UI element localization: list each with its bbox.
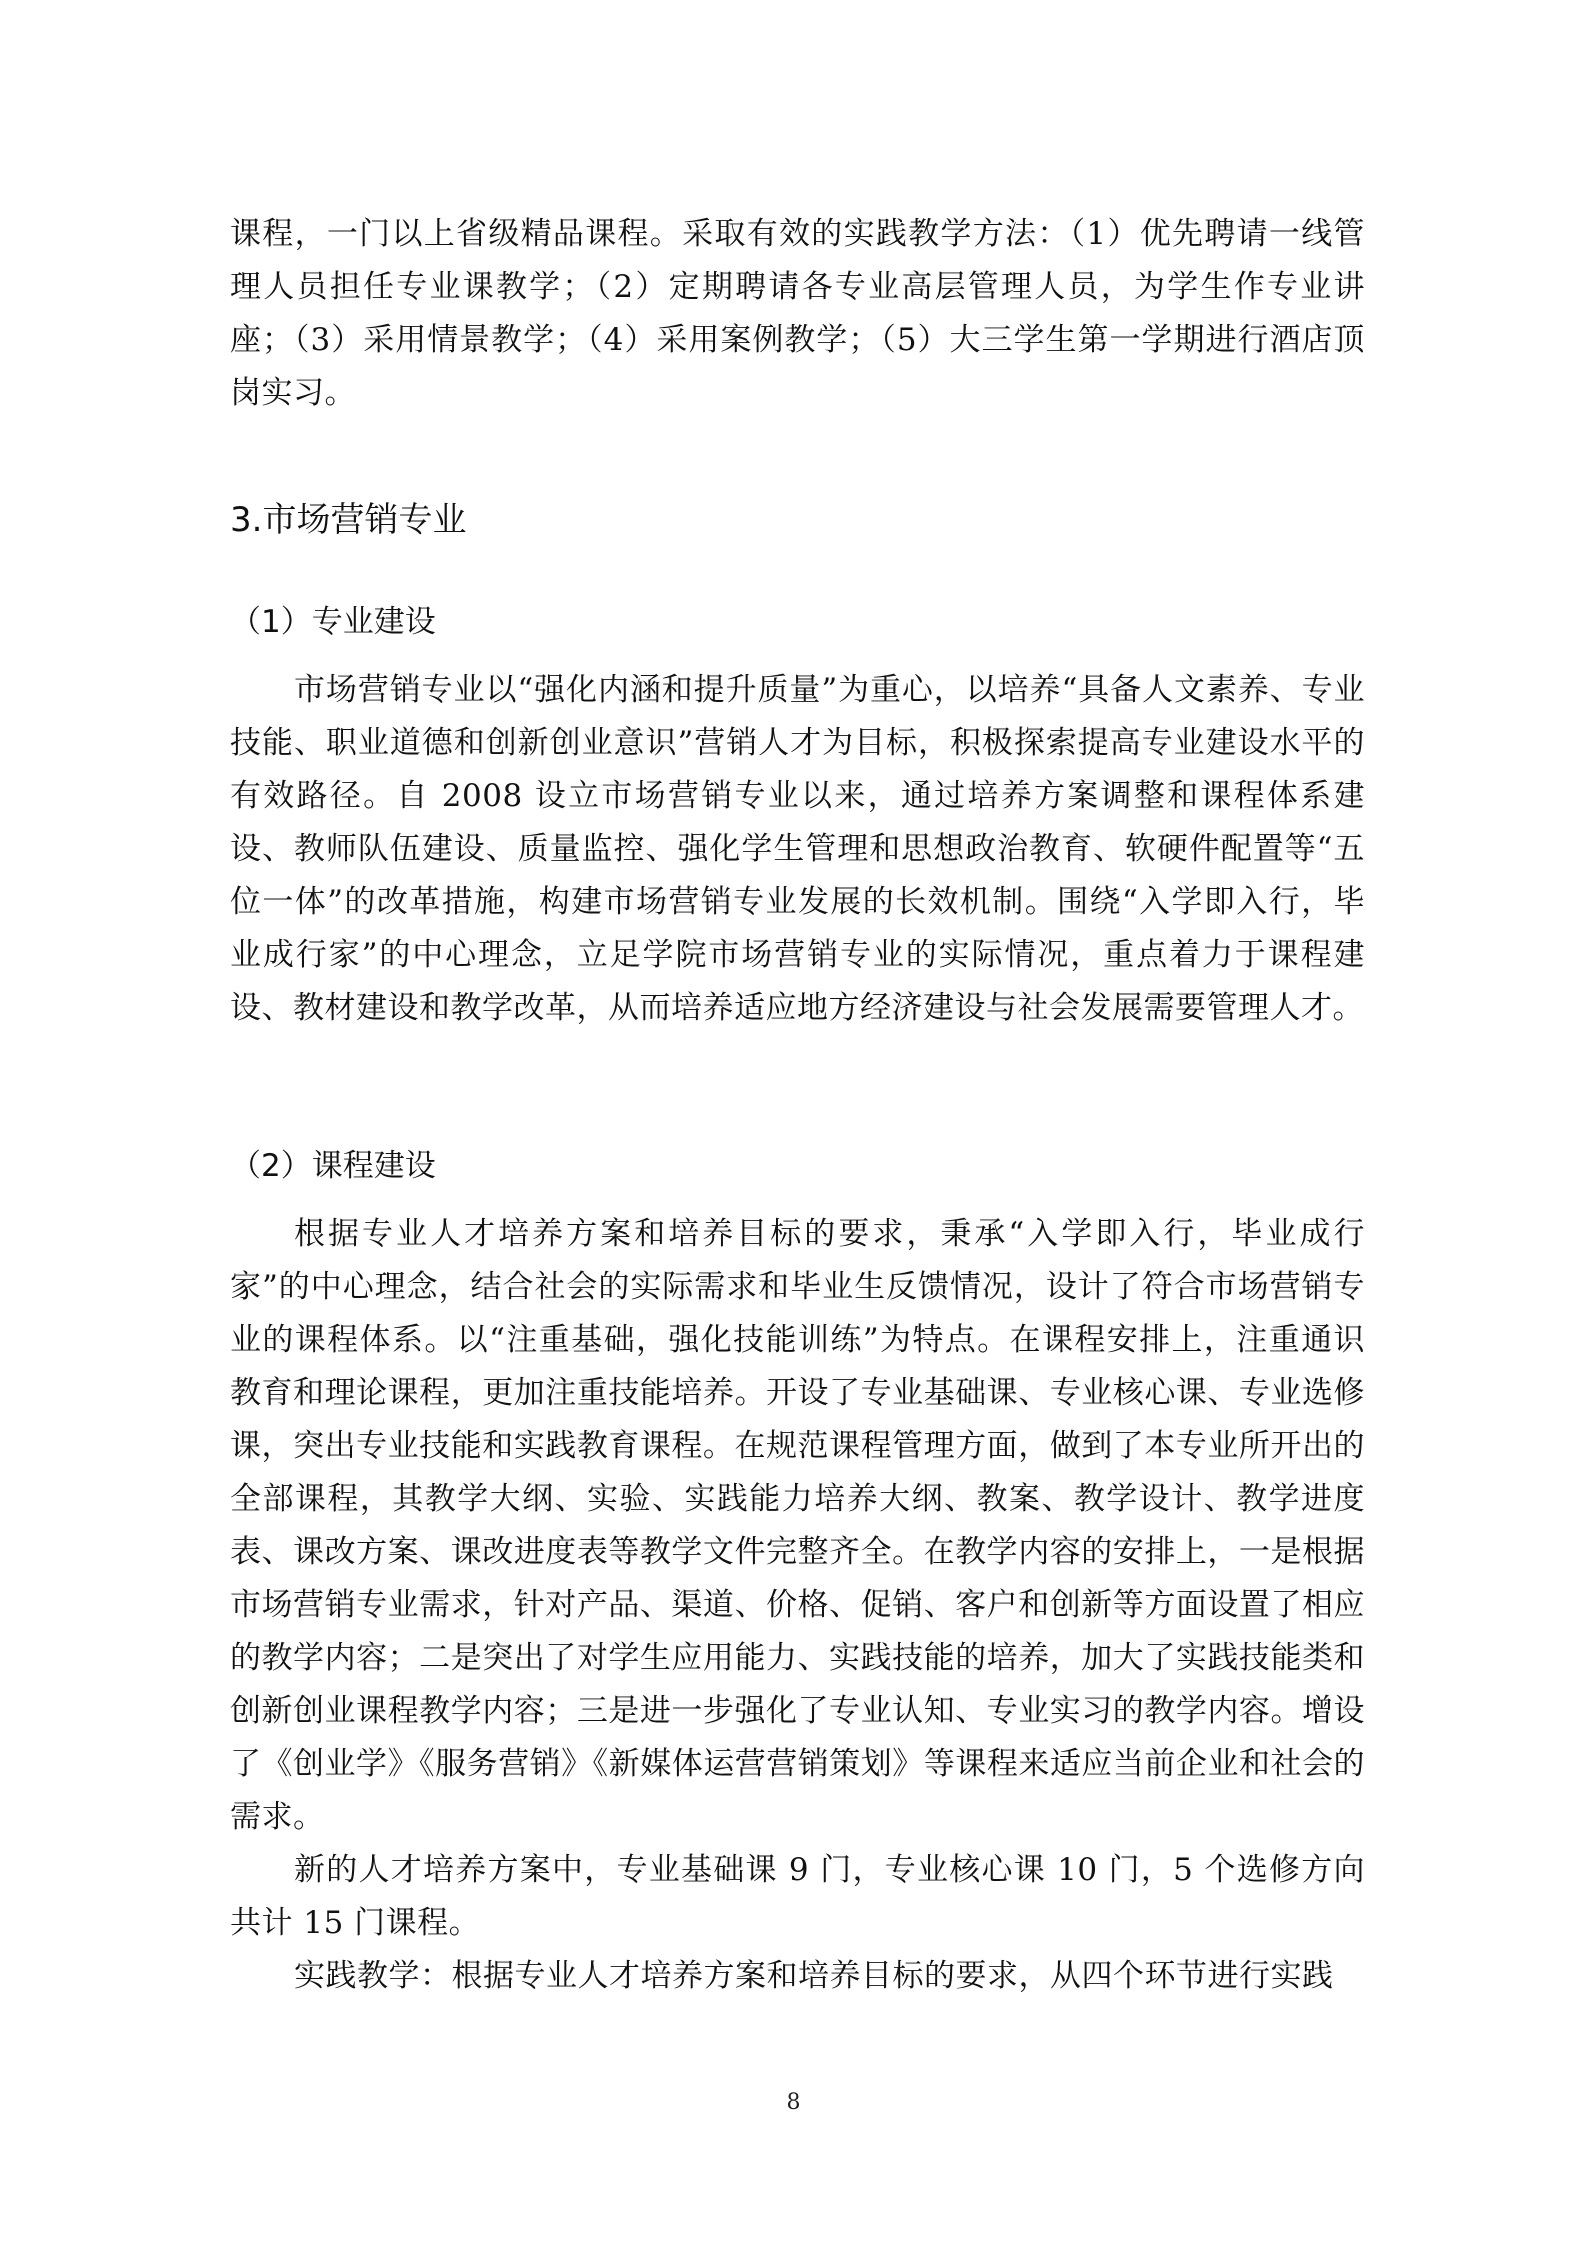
paragraph-practice-teaching: 实践教学：根据专业人才培养方案和培养目标的要求，从四个环节进行实践	[294, 1958, 1334, 1994]
paragraph-training-plan: 新的人才培养方案中，专业基础课 9 门，专业核心课 10 门，5 个选修方向共计 15 门课程。	[230, 1852, 1365, 1941]
subsection-heading-2: （2）课程建设	[230, 1148, 436, 1184]
subsection-heading-1: （1）专业建设	[230, 604, 436, 640]
continuation-paragraph: 课程，一门以上省级精品课程。采取有效的实践教学方法：（1）优先聘请一线管理人员担任专业课教学；（2）定期聘请各专业高层管理人员，为学生作专业讲座；（3）采用情景教学；（4）采用案例教学；（5）大三学生第一学期进行酒店顶岗实习。	[230, 216, 1365, 411]
section-heading: 3.市场营销专业	[230, 500, 467, 540]
paragraph-professional-construction: 市场营销专业以“强化内涵和提升质量”为重心，以培养“具备人文素养、专业技能、职业道德和创新创业意识”营销人才为目标，积极探索提高专业建设水平的有效路径。自 2008 设立市场营销专业以来，通过培养方案调整和课程体系建设、教师队伍建设、质量监控、强化学生管理和思想政治教育、软硬件配置等“五位一体”的改革措施，构建市场营销专业发展的长效机制。围绕“入学即入行，毕业成行家”的中心理念，立足学院市场营销专业的实际情况，重点着力于课程建设、教材建设和教学改革，从而培养适应地方经济建设与社会发展需要管理人才。	[230, 672, 1365, 1026]
paragraph-course-construction: 根据专业人才培养方案和培养目标的要求，秉承“入学即入行，毕业成行家”的中心理念，结合社会的实际需求和毕业生反馈情况，设计了符合市场营销专业的课程体系。以“注重基础，强化技能训练”为特点。在课程安排上，注重通识教育和理论课程，更加注重技能培养。开设了专业基础课、专业核心课、专业选修课，突出专业技能和实践教育课程。在规范课程管理方面，做到了本专业所开出的全部课程，其教学大纲、实验、实践能力培养大纲、教案、教学设计、教学进度表、课改方案、课改进度表等教学文件完整齐全。在教学内容的安排上，一是根据市场营销专业需求，针对产品、渠道、价格、促销、客户和创新等方面设置了相应的教学内容；二是突出了对学生应用能力、实践技能的培养，加大了实践技能类和创新创业课程教学内容；三是进一步强化了专业认知、专业实习的教学内容。增设了《创业学》《服务营销》《新媒体运营营销策划》等课程来适应当前企业和社会的需求。	[230, 1216, 1365, 1835]
page-number: 8	[786, 2090, 801, 2115]
